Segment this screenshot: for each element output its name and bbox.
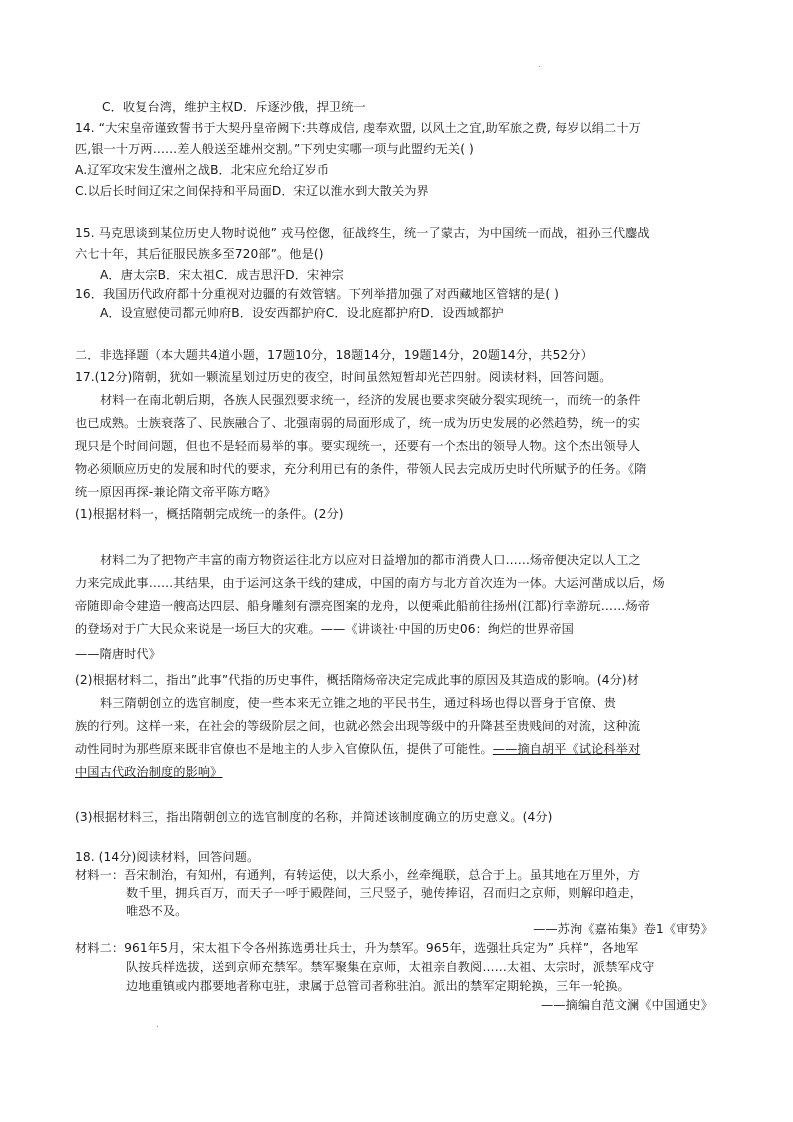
q17-intro: 17.(12分)隋朝，犹如一颗流星划过历史的夜空，时间虽然短暂却光芒四射。阅读材料，回答问题。 (75, 370, 612, 384)
q14-options-ab: A.辽军攻宋发生澶州之战B．北宋应允给辽岁币 (75, 163, 330, 177)
q16-options: A．设宣慰使司都元帅府B．设安西都护府C．设北庭都护府D．设西域都护 (100, 306, 504, 320)
q15-stem-line2: 六七十年，其后征服民族多至720部”。他是() (75, 247, 324, 261)
q18-material2-line3: 边地重镇或内郡要地者称屯驻，隶属于总管司者称驻泊。派出的禁军定期轮换，三年一轮换。 (126, 979, 630, 993)
q17-material2-line3: 帝随即命令建造一艘高达四层、船身雕刻有漂亮图案的龙舟，以便乘此船前往扬州(江都)行幸游玩……炀帝 (75, 599, 650, 613)
q17-material2-line2: 力来完成此事……其结果，由于运河这条干线的建成，中国的南方与北方首次连为一体。大运河凿成以后，炀 (75, 576, 665, 590)
q17-material2-line4: 的登场对于广大民众来说是一场巨大的灾难。——《讲谈社·中国的历史06：绚烂的世界帝国 (75, 622, 574, 636)
q17-material1-line3: 现只是个时间问题，但也不是轻而易举的事。要实现统一，还要有一个杰出的领导人物。这个杰出领导人 (75, 439, 641, 453)
q18-material1-line2: 数千里，拥兵百万，而天子一呼于殿陛间，三尺竖子，驰传捧诏，召而归之京师，则解印趋走， (126, 886, 643, 900)
q17-material3-source-cont: 中国古代政治制度的影响》 (75, 765, 223, 779)
q18-material2-line2: 队按兵样选拔，送到京师充禁军。禁军聚集在京师，太祖亲自教阅……太祖、太宗时，派禁军戍守 (126, 960, 655, 974)
q15-options: A．唐太宗B．宋太祖C．成吉思汗D．宋神宗 (100, 268, 344, 282)
q17-question3: (3)根据材料三，指出隋朝创立的选官制度的名称，并简述该制度确立的历史意义。(4分) (75, 810, 553, 824)
q17-question2: (2)根据材料二，指出”此事”代指的历史事件，概括隋炀帝决定完成此事的原因及其造成的影响。(4分)材 (75, 673, 640, 687)
q17-material3-source: ——摘自胡平《试论科举对 (492, 742, 641, 756)
q17-material3-line2: 族的行列。这样一来，在社会的等级阶层之间，也就必然会出现等级中的升降甚至贵贱间的对流，这种流 (75, 719, 641, 733)
q13-options-cd: C．收复台湾，维护主权D．斥逐沙俄，捍卫统一 (102, 100, 366, 114)
q15-stem-line1: 15. 马克思谈到某位历史人物时说他” 戎马倥偬，征战终生，统一了蒙古，为中国统一而战，祖孙三代鏖战 (75, 226, 650, 240)
q17-material1-line4: 物必须顺应历史的发展和时代的要求，充分利用已有的条件，带领人民去完成历史时代所赋予的任务。《隋 (75, 462, 647, 476)
q17-question1: (1)根据材料一，概括隋朝完成统一的条件。(2分) (75, 507, 344, 521)
q17-material2-source: ——隋唐时代》 (75, 647, 162, 661)
q17-material3-line3 (75, 740, 640, 759)
q16-stem: 16．我国历代政府都十分重视对边疆的有效管辖。下列举措加强了对西藏地区管辖的是( ) (75, 287, 560, 301)
q17-material3-line1: 料三隋朝创立的选官制度，使一些本来无立锥之地的平民书生，通过科场也得以晋身于官僚、贵 (100, 696, 617, 710)
q17-material1-line2: 也已成熟。士族衰落了、民族融合了、北强南弱的局面形成了，统一成为历史发展的必然趋势，统一的实 (75, 416, 641, 430)
q14-stem-line1: 14. “大宋皇帝谨致誓书于大契丹皇帝阙下:共尊成信, 虔奉欢盟, 以风土之宜,助军旅之费, 每岁以绢二十万 (75, 121, 641, 135)
q17-material2-line1: 材料二为了把物产丰富的南方物资运往北方以应对日益增加的都市消费人口……炀帝便决定以人工之 (100, 553, 641, 567)
section-2-heading: 二．非选择题（本大题共4道小题，17题10分，18题14分，19题14分，20题14分，共52分） (75, 348, 593, 362)
q18-material1-source: ——苏洵《嘉祐集》卷1《审势》 (533, 922, 713, 936)
page-mark-dot-bottom: . (156, 1020, 159, 1030)
q17-material1-line1: 材料一在南北朝后期，各族人民强烈要求统一，经济的发展也要求突破分裂实现统一，而统一的条件 (100, 393, 641, 407)
q18-material2-source: ——摘编自范文澜《中国通史》 (540, 998, 713, 1012)
q17-material1-source: 统一原因再探-兼论隋文帝平陈方略》 (75, 485, 277, 499)
page-mark-dot: . (538, 60, 541, 70)
q18-intro: 18. (14分)阅读材料，回答问题。 (75, 850, 260, 864)
q14-options-cd: C.以后长时间辽宋之间保持和平局面D．宋辽以淮水到大散关为界 (75, 184, 429, 198)
q18-material1-line3: 唯恐不及。 (126, 904, 188, 918)
q17-material3-line3-text: 动性同时为那些原来既非官僚也不是地主的人步入官僚队伍，提供了可能性。 (75, 742, 493, 756)
q18-material2-line1: 材料二：961年5月，宋太祖下令各州拣选勇壮兵士，升为禁军。965年，选强壮兵定为” 兵样”，各地军 (75, 941, 639, 955)
q14-stem-line2: 匹,银一十万两……差人般送至雄州交割。”下列史实哪一项与此盟约无关( ) (75, 142, 474, 156)
q18-material1-line1: 材料一：吾宋制治，有知州，有通判，有转运使，以大系小，丝牵绳联，总合于上。虽其地在万里外，方 (75, 868, 641, 882)
